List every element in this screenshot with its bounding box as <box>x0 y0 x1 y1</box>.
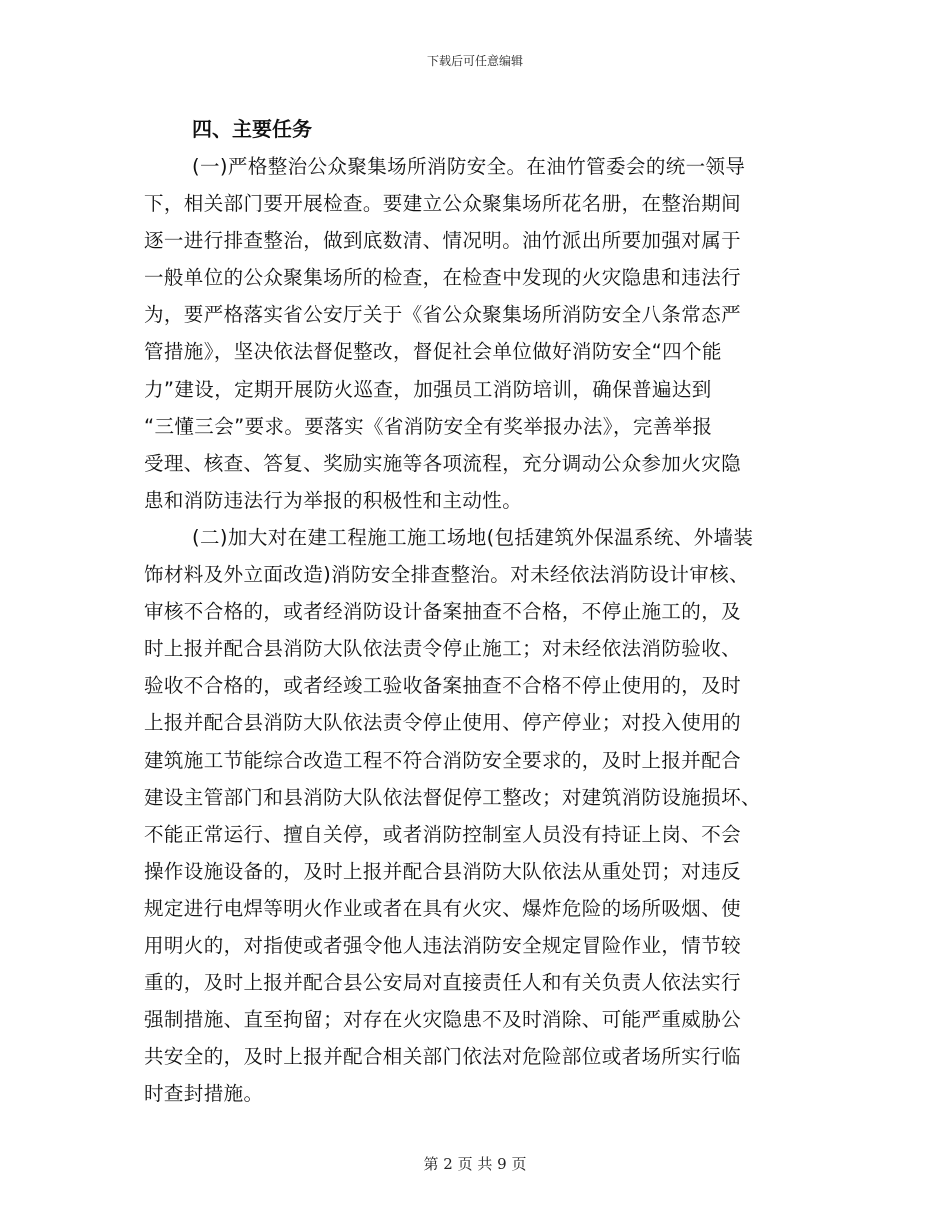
paragraph-line: 逐一进行排查整治，做到底数清、情况明。油竹派出所要加强对属于 <box>144 229 742 253</box>
paragraph-line: (一)严格整治公众聚集场所消防安全。在油竹管委会的统一领导 <box>192 155 746 178</box>
paragraph-line: (二)加大对在建工程施工施工场地(包括建筑外保温系统、外墙装 <box>192 525 754 549</box>
paragraph-line: 管措施》，坚决依法督促整改，督促社会单位做好消防安全“四个能 <box>144 340 722 364</box>
paragraph-line: 规定进行电焊等明火作业或者在具有火灾、爆炸危险的场所吸烟、使 <box>144 896 742 920</box>
section-title: 四、主要任务 <box>192 117 312 141</box>
paragraph-line: 力”建设，定期开展防火巡查，加强员工消防培训，确保普遍达到 <box>144 377 712 401</box>
page-number: 第 2 页 共 9 页 <box>423 1155 527 1173</box>
paragraph-line: 共安全的，及时上报并配合相关部门依法对危险部位或者场所实行临 <box>144 1045 742 1069</box>
paragraph-line: 用明火的，对指使或者强令他人违法消防安全规定冒险作业，情节较 <box>144 933 742 957</box>
paragraph-line: 时上报并配合县消防大队依法责令停止施工；对未经依法消防验收、 <box>144 637 742 661</box>
paragraph-line: 不能正常运行、擅自关停，或者消防控制室人员没有持证上岗、不会 <box>144 822 742 846</box>
paragraph-line: 患和消防违法行为举报的积极性和主动性。 <box>144 488 523 512</box>
paragraph-line: 验收不合格的，或者经竣工验收备案抽查不合格不停止使用的，及时 <box>144 674 742 698</box>
paragraph-line: 一般单位的公众聚集场所的检查，在检查中发现的火灾隐患和违法行 <box>144 266 742 290</box>
paragraph-line: 饰材料及外立面改造)消防安全排查整治。对未经依法消防设计审核、 <box>144 563 750 587</box>
document-body <box>144 110 816 1112</box>
paragraph-line: 建设主管部门和县消防大队依法督促停工整改；对建筑消防设施损坏、 <box>144 785 761 809</box>
paragraph-line: “三懂三会”要求。要落实《省消防安全有奖举报办法》，完善举报 <box>144 414 713 438</box>
paragraph <box>144 519 816 1113</box>
paragraph-line: 上报并配合县消防大队依法责令停止使用、停产停业；对投入使用的 <box>144 711 742 735</box>
header-note: 下载后可任意编辑 <box>426 54 523 68</box>
paragraph-line: 时查封措施。 <box>144 1082 264 1106</box>
paragraph-line: 受理、核查、答复、奖励实施等各项流程，充分调动公众参加火灾隐 <box>144 451 742 475</box>
page-header <box>0 52 950 70</box>
paragraph-line: 下，相关部门要开展检查。要建立公众聚集场所花名册，在整治期间 <box>144 192 742 216</box>
paragraph-line: 操作设施设备的，及时上报并配合县消防大队依法从重处罚；对违反 <box>144 859 742 883</box>
paragraph-container <box>144 148 816 1112</box>
paragraph-line: 为，要严格落实省公安厅关于《省公众聚集场所消防安全八条常态严 <box>144 303 742 327</box>
paragraph-line: 建筑施工节能综合改造工程不符合消防安全要求的，及时上报并配合 <box>144 748 742 772</box>
paragraph-line: 重的，及时上报并配合县公安局对直接责任人和有关负责人依法实行 <box>144 971 742 995</box>
paragraph <box>144 148 816 519</box>
paragraph-line: 强制措施、直至拘留；对存在火灾隐患不及时消除、可能严重威胁公 <box>144 1008 742 1032</box>
paragraph-line: 审核不合格的，或者经消防设计备案抽查不合格，不停止施工的，及 <box>144 600 742 624</box>
page-footer <box>0 1154 950 1174</box>
